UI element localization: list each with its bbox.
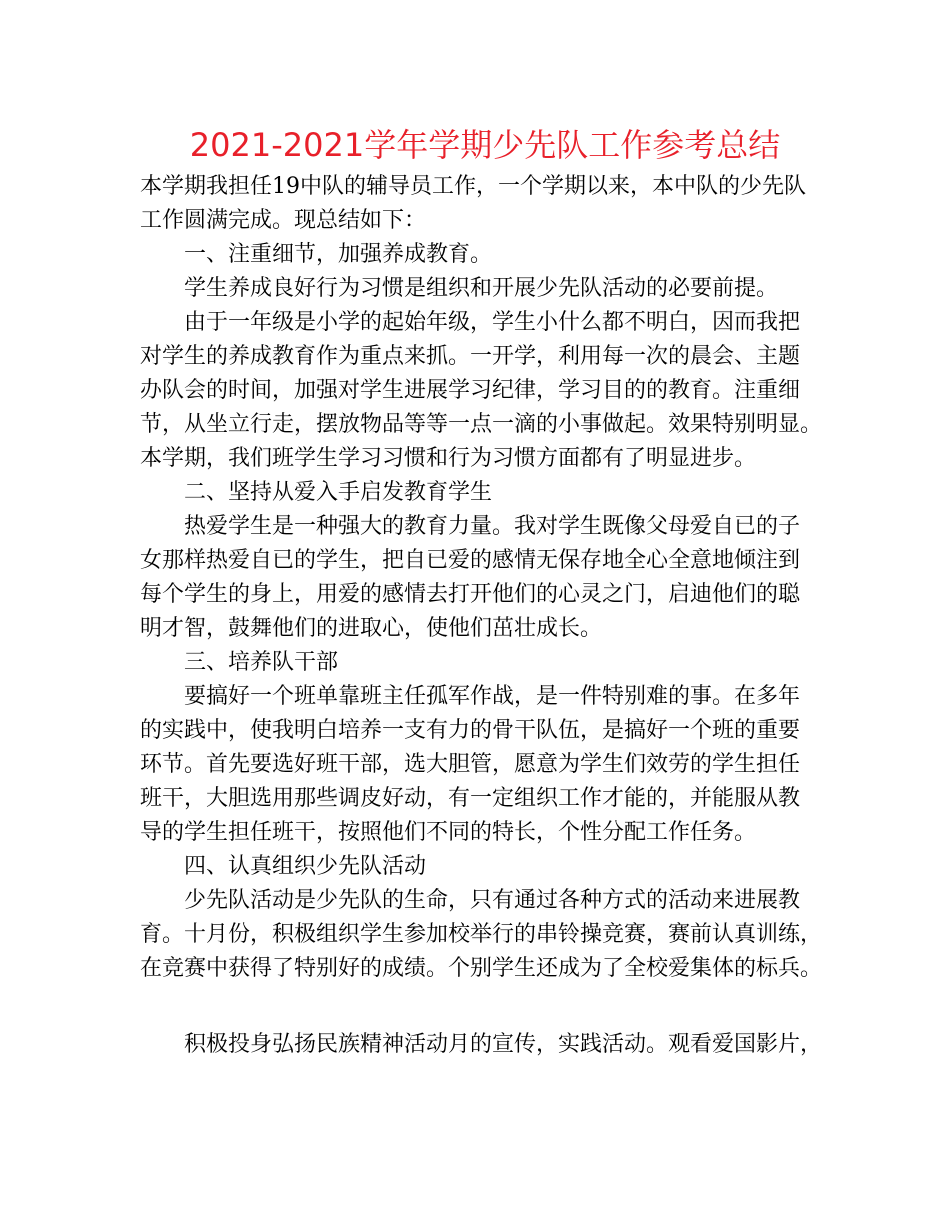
paragraph-line: 的实践中，使我明白培养一支有力的骨干队伍，是搞好一个班的重要 — [140, 718, 801, 743]
paragraph-line: 每个学生的身上，用爱的感情去打开他们的心灵之门，启迪他们的聪 — [140, 582, 801, 607]
paragraph-line: 热爱学生是一种强大的教育力量。我对学生既像父母爱自已的子 — [184, 514, 801, 539]
paragraph-line: 办队会的时间，加强对学生进展学习纪律，学习目的的教育。注重细 — [140, 378, 801, 403]
section-heading: 一、注重细节，加强养成教育。 — [184, 242, 493, 267]
paragraph-line: 环节。首先要选好班干部，选大胆管，愿意为学生们效劳的学生担任 — [140, 752, 801, 777]
paragraph-line: 导的学生担任班干，按照他们不同的特长，个性分配工作任务。 — [140, 820, 757, 845]
paragraph-line: 女那样热爱自已的学生，把自已爱的感情无保存地全心全意地倾注到 — [140, 548, 801, 573]
paragraph-line: 育。十月份，积极组织学生参加校举行的串铃操竞赛，赛前认真训练， — [140, 922, 823, 947]
intro-line: 工作圆满完成。现总结如下： — [140, 208, 427, 233]
section-heading: 三、培养队干部 — [184, 650, 339, 675]
paragraph-line: 在竞赛中获得了特别好的成绩。个别学生还成为了全校爱集体的标兵。 — [140, 956, 823, 981]
paragraph-line: 由于一年级是小学的起始年级，学生小什么都不明白，因而我把 — [184, 310, 801, 335]
paragraph-line: 学生养成良好行为习惯是组织和开展少先队活动的必要前提。 — [184, 276, 779, 301]
intro-line: 本学期我担任19中队的辅导员工作，一个学期以来，本中队的少先队 — [140, 174, 806, 199]
paragraph-gap — [140, 986, 830, 1028]
paragraph-line: 少先队活动是少先队的生命，只有通过各种方式的活动来进展教 — [184, 888, 801, 913]
paragraph-line: 对学生的养成教育作为重点来抓。一开学，利用每一次的晨会、主题 — [140, 344, 801, 369]
page-title: 2021-2021学年学期少先队工作参考总结 — [189, 126, 781, 164]
paragraph-line: 节，从坐立行走，摆放物品等等一点一滴的小事做起。效果特别明显。 — [140, 412, 823, 437]
section-heading: 二、坚持从爱入手启发教育学生 — [184, 480, 493, 505]
section-heading: 四、认真组织少先队活动 — [184, 854, 427, 879]
paragraph-line: 要搞好一个班单靠班主任孤军作战，是一件特别难的事。在多年 — [184, 684, 801, 709]
paragraph-line: 明才智，鼓舞他们的进取心，使他们茁壮成长。 — [140, 616, 603, 641]
document-page — [140, 120, 830, 1062]
paragraph-line: 班干，大胆选用那些调皮好动，有一定组织工作才能的，并能服从教 — [140, 786, 801, 811]
paragraph-line: 本学期，我们班学生学习习惯和行为习惯方面都有了明显进步。 — [140, 446, 757, 471]
paragraph-line: 积极投身弘扬民族精神活动月的宣传，实践活动。观看爱国影片， — [184, 1032, 823, 1057]
